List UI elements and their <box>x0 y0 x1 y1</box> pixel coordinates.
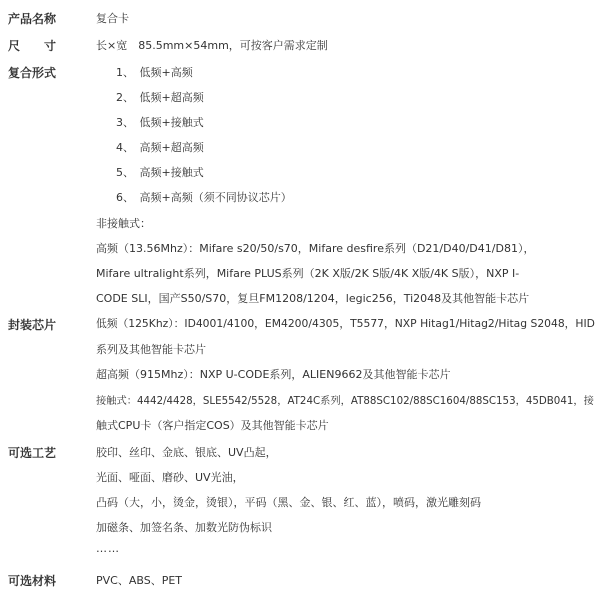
chip-line: 低频（125Khz）：ID4001/4100，EM4200/4305，T5577，NXP Hitag1/Hitag2/Hitag S2048，HID <box>96 317 595 330</box>
process-line: 胶印、丝印、金底、银底、UV凸起， <box>96 446 277 459</box>
value-material: PVC、ABS、PET <box>96 574 183 587</box>
chip-line: 触式CPU卡（客户指定COS）及其他智能卡芯片 <box>96 419 329 432</box>
chip-line: 高频（13.56Mhz）：Mifare s20/50/s70，Mifare desfire系列（D21/D40/D41/D81）， <box>96 242 535 255</box>
label-composite-form: 复合形式 <box>8 66 57 80</box>
process-line: 加磁条、加签名条、加数光防伪标识 <box>96 521 272 534</box>
chip-line: Mifare ultralight系列，Mifare PLUS系列（2K X版/2K S版/4K X版/4K S版），NXP I- <box>96 267 520 280</box>
label-chips: 封装芯片 <box>8 318 57 332</box>
value-size: 长×宽 85.5mm×54mm，可按客户需求定制 <box>96 39 328 52</box>
label-material: 可选材料 <box>8 574 57 588</box>
label-process: 可选工艺 <box>8 446 57 460</box>
process-ellipsis: …… <box>96 542 120 555</box>
form-item: 1、 低频+高频 <box>116 66 193 79</box>
chip-line: 系列及其他智能卡芯片 <box>96 343 206 356</box>
form-item: 2、 低频+超高频 <box>116 91 204 104</box>
form-item: 6、 高频+高频（须不同协议芯片） <box>116 191 292 204</box>
process-line: 光面、哑面、磨砂、UV光油， <box>96 471 244 484</box>
form-item: 4、 高频+超高频 <box>116 141 204 154</box>
chip-line: 接触式：4442/4428，SLE5542/5528，AT24C系列，AT88SC102/88SC1604/88SC153，45DB041，接 <box>96 395 594 407</box>
form-item: 3、 低频+接触式 <box>116 116 204 129</box>
chip-line: CODE SLI，国产S50/S70，复旦FM1208/1204，legic256，Ti2048及其他智能卡芯片 <box>96 292 530 305</box>
chip-line: 超高频（915Mhz）：NXP U-CODE系列，ALIEN9662及其他智能卡芯片 <box>96 368 451 381</box>
label-size: 尺 寸 <box>8 39 57 53</box>
chip-line: 非接触式： <box>96 217 151 230</box>
label-product-name: 产品名称 <box>8 12 57 26</box>
form-item: 5、 高频+接触式 <box>116 166 204 179</box>
process-line: 凸码（大，小，烫金，烫银），平码（黑、金、银、红、蓝），喷码，激光雕刻码 <box>96 496 481 509</box>
value-product-name: 复合卡 <box>96 12 129 25</box>
